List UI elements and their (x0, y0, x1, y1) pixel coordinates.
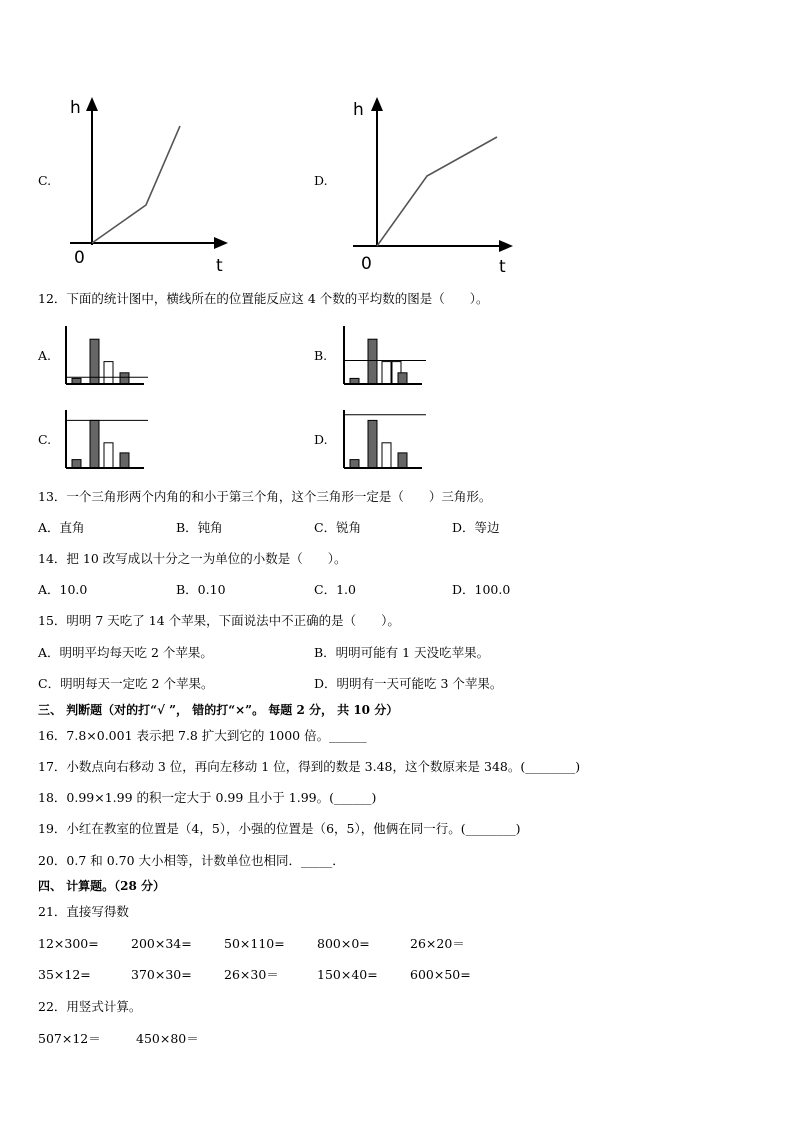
option-c-label: C. (38, 173, 52, 188)
calc-item: 50×110= (224, 936, 285, 951)
q13-option-d[interactable]: D．等边 (452, 520, 500, 535)
bar-chart-b (340, 326, 430, 388)
q12-option-b-label: B. (314, 348, 328, 363)
calc-item: 35×12= (38, 967, 91, 982)
q13-stem: 13．一个三角形两个内角的和小于第三个角，这个三角形一定是（ ）三角形。 (38, 489, 492, 504)
q14-stem: 14．把 10 改写成以十分之一为单位的小数是（ ）。 (38, 551, 347, 566)
calc-item: 26×30＝ (224, 967, 279, 982)
q20: 20．0.7 和 0.70 大小相等，计数单位也相同．_____． (38, 853, 345, 868)
q14-option-d[interactable]: D．100.0 (452, 582, 511, 597)
calc-item: 600×50= (410, 967, 471, 982)
bar (90, 420, 99, 468)
q13-option-b[interactable]: B．钝角 (176, 520, 223, 535)
q16: 16．7.8×0.001 表示把 7.8 扩大到它的 1000 倍。______ (38, 728, 367, 743)
origin-label: 0 (361, 254, 372, 274)
bar (368, 420, 377, 468)
q21-stem: 21．直接写得数 (38, 904, 129, 919)
q15-option-d[interactable]: D．明明有一天可能吃 3 个苹果。 (314, 676, 503, 691)
q13-option-c[interactable]: C．锐角 (314, 520, 362, 535)
q12-stem: 12．下面的统计图中，横线所在的位置能反应这 4 个数的平均数的图是（ ）。 (38, 291, 489, 306)
bar-chart-a (62, 326, 152, 388)
q13-option-a[interactable]: A．直角 (38, 520, 85, 535)
q14-option-b[interactable]: B．0.10 (176, 582, 226, 597)
q17: 17．小数点向右移动 3 位，再向左移动 1 位，得到的数是 3.48，这个数原来是 348。(________) (38, 759, 581, 774)
bar (398, 453, 407, 468)
section-4-title: 四、 计算题。（28 分） (38, 879, 166, 893)
origin-label: 0 (74, 248, 85, 268)
line-graph-d (345, 95, 525, 275)
axis-h-label: h (353, 100, 364, 120)
calc-item: 150×40= (317, 967, 378, 982)
q12-option-c-label: C. (38, 432, 52, 447)
bar (120, 373, 129, 384)
q15-option-c[interactable]: C．明明每天一定吃 2 个苹果。 (38, 676, 214, 691)
bar (368, 339, 377, 384)
bar (382, 443, 391, 468)
q19: 19．小红在教室的位置是（4，5），小强的位置是（6，5），他俩在同一行。(________) (38, 821, 521, 836)
calc-item: 800×0= (317, 936, 370, 951)
calc-item: 450×80＝ (136, 1031, 199, 1046)
q15-stem: 15．明明 7 天吃了 14 个苹果，下面说法中不正确的是（ ）。 (38, 613, 400, 628)
axis-t-label: t (216, 256, 223, 276)
axis-t-label: t (499, 257, 506, 277)
calc-item: 200×34= (131, 936, 192, 951)
q15-option-b[interactable]: B．明明可能有 1 天没吃苹果。 (314, 645, 490, 660)
bar (104, 362, 113, 384)
q22-stem: 22．用竖式计算。 (38, 999, 142, 1014)
calc-item: 12×300= (38, 936, 99, 951)
q15-option-a[interactable]: A．明明平均每天吃 2 个苹果。 (38, 645, 213, 660)
bar (72, 460, 81, 468)
line-graph-c (60, 95, 240, 275)
bar (382, 362, 391, 384)
q12-option-d-label: D. (314, 432, 328, 447)
option-d-label: D. (314, 173, 328, 188)
bar-chart-d (340, 410, 430, 472)
axis-h-label: h (70, 98, 81, 118)
q14-option-a[interactable]: A．10.0 (38, 582, 88, 597)
calc-item: 507×12＝ (38, 1031, 101, 1046)
q18: 18．0.99×1.99 的积一定大于 0.99 且小于 1.99。(______) (38, 790, 377, 805)
q12-option-a-label: A. (38, 348, 52, 363)
bar-chart-c (62, 410, 152, 472)
calc-item: 370×30= (131, 967, 192, 982)
q14-option-c[interactable]: C．1.0 (314, 582, 356, 597)
bar (398, 373, 407, 384)
section-3-title: 三、 判断题（对的打“√ ”， 错的打“×”。 每题 2 分， 共 10 分） (38, 703, 399, 717)
bar (120, 453, 129, 468)
bar (350, 460, 359, 468)
calc-item: 26×20＝ (410, 936, 465, 951)
bar (104, 443, 113, 468)
